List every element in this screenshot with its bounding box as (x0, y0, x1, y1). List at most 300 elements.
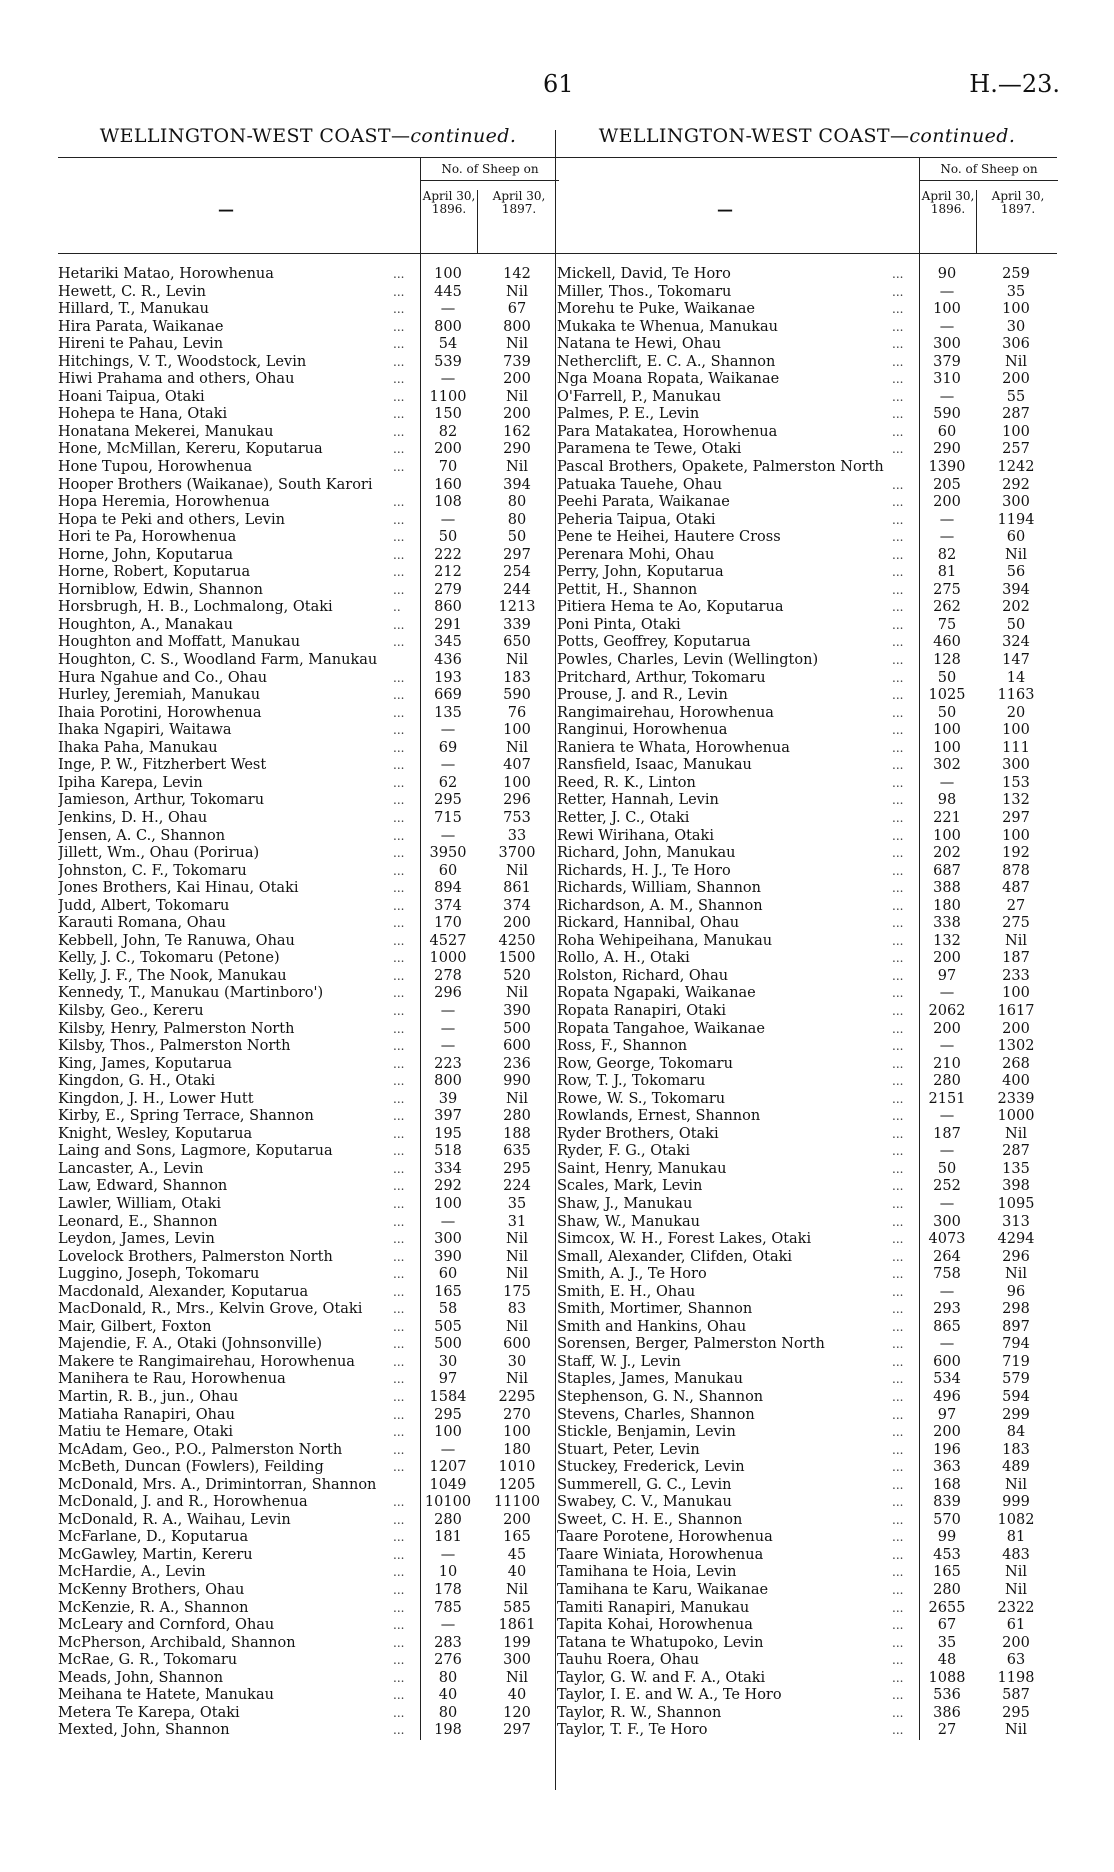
leader-dots: ... (393, 407, 405, 422)
sheep-1897: 35 (1006, 283, 1026, 300)
leader-dots: ... (393, 1547, 405, 1562)
leader-dots: ... (393, 284, 405, 299)
sheep-1897: 587 (1002, 1687, 1030, 1704)
owner-name: Jamieson, Arthur, Tokomaru (58, 792, 265, 809)
owner-name: Makere te Rangimairehau, Horowhenua (58, 1353, 355, 1370)
table-row (557, 1617, 1057, 1635)
sheep-1897: 590 (503, 687, 531, 704)
leader-dots: ... (892, 635, 904, 650)
owner-name: Hurley, Jeremiah, Manukau (58, 687, 261, 704)
sheep-1896: 50 (438, 529, 458, 546)
sheep-1896: 200 (933, 950, 961, 967)
report-reference: H.—23. (969, 70, 1060, 98)
sheep-1897: 407 (503, 757, 531, 774)
sheep-1896: 221 (933, 809, 961, 826)
sheep-1896: 570 (933, 1511, 961, 1528)
sheep-1897: 600 (503, 1336, 531, 1353)
sheep-1896: 290 (933, 441, 961, 458)
sheep-1896: 363 (933, 1459, 961, 1476)
owner-name: Pascal Brothers, Opakete, Palmerston North (557, 459, 884, 476)
table-row (557, 547, 1057, 565)
table-row (58, 1161, 558, 1179)
sheep-1896: 54 (438, 336, 458, 353)
sheep-1896: 108 (434, 494, 462, 511)
leader-dots: ... (892, 1091, 904, 1106)
leader-dots: ... (393, 1372, 405, 1387)
sheep-1897: Nil (506, 652, 528, 669)
sheep-1896: — (939, 318, 955, 335)
owner-name: Metera Te Karepa, Otaki (58, 1704, 240, 1721)
sheep-1896: — (440, 301, 456, 318)
table-row (557, 1214, 1057, 1232)
sheep-1896: 10100 (424, 1494, 472, 1511)
sheep-1897: 650 (503, 634, 531, 651)
leader-dots: ... (892, 1460, 904, 1475)
leader-dots: ... (892, 1547, 904, 1562)
sheep-1897: 100 (503, 774, 531, 791)
sheep-1897: 100 (1002, 301, 1030, 318)
sheep-1897: Nil (506, 388, 528, 405)
sheep-1896: 135 (434, 704, 462, 721)
owner-name: McLeary and Cornford, Ohau (58, 1617, 275, 1634)
owner-name: Sweet, C. H. E., Shannon (557, 1511, 743, 1528)
sheep-1897: Nil (506, 985, 528, 1002)
owner-name: Saint, Henry, Manukau (557, 1160, 727, 1177)
leader-dots: ... (393, 951, 405, 966)
leader-dots: ... (393, 1565, 405, 1580)
sheep-1896: 275 (933, 581, 961, 598)
table-row (58, 1477, 558, 1495)
sheep-1896: 894 (434, 880, 462, 897)
sheep-1896: 500 (434, 1336, 462, 1353)
leader-dots: ... (393, 933, 405, 948)
table-row (58, 284, 558, 302)
sheep-1897: 100 (1002, 985, 1030, 1002)
sheep-1897: 33 (507, 827, 527, 844)
table-row (557, 933, 1057, 951)
sheep-1896: 436 (434, 652, 462, 669)
sheep-1896: 187 (933, 1125, 961, 1142)
sheep-1896: 98 (937, 792, 957, 809)
owner-name: Row, T. J., Tokomaru (557, 1073, 706, 1090)
table-row (58, 1564, 558, 1582)
sheep-1897: 297 (503, 1722, 531, 1739)
sheep-1897: Nil (1005, 1266, 1027, 1283)
sheep-1897: 40 (507, 1564, 527, 1581)
leader-dots: ... (393, 863, 405, 878)
leader-dots: ... (393, 1161, 405, 1176)
sheep-1896: 280 (933, 1582, 961, 1599)
sheep-1897: 585 (503, 1599, 531, 1616)
owner-name: Smith, Mortimer, Shannon (557, 1301, 753, 1318)
sheep-1896: 1390 (928, 459, 966, 476)
owner-name: Richard, John, Manukau (557, 845, 736, 862)
table-row (557, 863, 1057, 881)
leader-dots: ... (393, 565, 405, 580)
sheep-1897: 233 (1002, 967, 1030, 984)
leader-dots: ... (892, 1144, 904, 1159)
sheep-1897: 135 (1002, 1160, 1030, 1177)
sheep-1896: — (939, 1143, 955, 1160)
table-row (557, 336, 1057, 354)
table-row (58, 1354, 558, 1372)
owner-name: Kirby, E., Spring Terrace, Shannon (58, 1108, 314, 1125)
table-row (58, 1635, 558, 1653)
leader-dots: ... (892, 951, 904, 966)
sheep-1897: 80 (507, 494, 527, 511)
owner-name: Ipiha Karepa, Levin (58, 774, 203, 791)
leader-dots: .. (393, 600, 401, 615)
sheep-1897: 100 (503, 1424, 531, 1441)
owner-name: Tauhu Roera, Ohau (557, 1652, 700, 1669)
sheep-1897: 297 (503, 546, 531, 563)
table-row (557, 810, 1057, 828)
table-row (557, 898, 1057, 916)
sheep-1897: 31 (507, 1213, 527, 1230)
leader-dots: ... (892, 530, 904, 545)
sheep-1897: 1617 (997, 1002, 1035, 1019)
sheep-1896: 4527 (429, 932, 467, 949)
leader-dots: ... (393, 1126, 405, 1141)
sheep-1896: — (939, 388, 955, 405)
owner-name: Smith, A. J., Te Horo (557, 1266, 707, 1283)
sheep-1897: 200 (503, 371, 531, 388)
leader-dots: ... (892, 1670, 904, 1685)
leader-dots: ... (892, 863, 904, 878)
leader-dots: ... (892, 916, 904, 931)
sheep-1896: 60 (438, 862, 458, 879)
table-row (557, 1284, 1057, 1302)
sheep-1896: 200 (434, 441, 462, 458)
sheep-1897: 55 (1006, 388, 1026, 405)
table-row (557, 424, 1057, 442)
sheep-count-group-label: No. of Sheep on (920, 162, 1058, 181)
leader-dots: ... (393, 881, 405, 896)
leader-dots: ... (892, 1600, 904, 1615)
table-row (557, 371, 1057, 389)
table-row (58, 354, 558, 372)
sheep-1896: 2062 (928, 1002, 966, 1019)
table-row (58, 582, 558, 600)
sheep-1896: 1025 (928, 687, 966, 704)
sheep-1896: 600 (933, 1353, 961, 1370)
leader-dots: ... (393, 617, 405, 632)
sheep-1897: 292 (1002, 476, 1030, 493)
owner-name: Rowlands, Ernest, Shannon (557, 1108, 761, 1125)
owner-name: Leydon, James, Levin (58, 1231, 215, 1248)
left-column (58, 125, 558, 1740)
leader-dots: ... (892, 968, 904, 983)
leader-dots: ... (393, 846, 405, 861)
leader-dots: ... (892, 793, 904, 808)
sheep-1897: 199 (503, 1634, 531, 1651)
leader-dots: ... (892, 653, 904, 668)
sheep-1897: 83 (507, 1301, 527, 1318)
leader-dots: ... (393, 1021, 405, 1036)
sheep-1896: 100 (434, 1424, 462, 1441)
owner-name: Stuart, Peter, Levin (557, 1441, 700, 1458)
sheep-1896: 460 (933, 634, 961, 651)
table-row (58, 1266, 558, 1284)
table-row (557, 529, 1057, 547)
owner-name: Hira Parata, Waikanae (58, 318, 224, 335)
sheep-1896: 60 (937, 423, 957, 440)
sheep-1897: 374 (503, 897, 531, 914)
sheep-1897: 259 (1002, 266, 1030, 282)
sheep-1896: 10 (438, 1564, 458, 1581)
sheep-1896: 82 (438, 423, 458, 440)
table-row (58, 705, 558, 723)
table-row (58, 863, 558, 881)
leader-dots: ... (892, 775, 904, 790)
owner-name: Kilsby, Henry, Palmerston North (58, 1020, 295, 1037)
owner-name: McDonald, R. A., Waihau, Levin (58, 1511, 291, 1528)
owner-name: Ransfield, Isaac, Manukau (557, 757, 752, 774)
owner-name: Poni Pinta, Otaki (557, 616, 681, 633)
sheep-1897: 192 (1002, 845, 1030, 862)
leader-dots: ... (892, 442, 904, 457)
leader-dots: ... (393, 547, 405, 562)
table-row (557, 1722, 1057, 1740)
owner-name: Retter, J. C., Otaki (557, 809, 690, 826)
owner-name: Kennedy, T., Manukau (Martinboro') (58, 985, 324, 1002)
sheep-1896: 345 (434, 634, 462, 651)
sheep-1897: 339 (503, 616, 531, 633)
sheep-1896: 1584 (429, 1389, 467, 1405)
table-row (557, 301, 1057, 319)
sheep-1896: 150 (434, 406, 462, 423)
owner-name: Rollo, A. H., Otaki (557, 950, 690, 967)
sheep-1897: 1861 (498, 1617, 536, 1634)
table-row (58, 1143, 558, 1161)
leader-dots: ... (393, 1354, 405, 1369)
table-row (557, 775, 1057, 793)
leader-dots: ... (892, 407, 904, 422)
sheep-1896: 276 (434, 1652, 462, 1669)
sheep-1897: 489 (1002, 1459, 1030, 1476)
table-row (58, 828, 558, 846)
owner-name: Pitiera Hema te Ao, Koputarua (557, 599, 784, 616)
owner-name: Patuaka Tauehe, Ohau (557, 476, 723, 493)
leader-dots: ... (393, 1512, 405, 1527)
owner-name: Houghton and Moffatt, Manukau (58, 634, 301, 651)
leader-dots: ... (393, 1495, 405, 1510)
owner-name: Law, Edward, Shannon (58, 1178, 228, 1195)
sheep-1897: 50 (507, 529, 527, 546)
table-row (58, 1336, 558, 1354)
sheep-1896: 75 (937, 616, 957, 633)
table-row (58, 1108, 558, 1126)
sheep-1897: 100 (1002, 827, 1030, 844)
sheep-1897: 84 (1006, 1424, 1026, 1441)
table-row (58, 477, 558, 495)
leader-dots: ... (892, 1495, 904, 1510)
leader-dots: ... (892, 477, 904, 492)
sheep-1896: — (440, 1038, 456, 1055)
leader-dots: ... (892, 512, 904, 527)
sheep-1896: 69 (438, 739, 458, 756)
sheep-1896: 99 (937, 1529, 957, 1546)
sheep-1896: 97 (937, 1406, 957, 1423)
sheep-1897: 268 (1002, 1055, 1030, 1072)
sheep-1897: 324 (1002, 634, 1030, 651)
owner-name: McHardie, A., Levin (58, 1564, 206, 1581)
leader-dots: ... (892, 1618, 904, 1633)
table-row (58, 880, 558, 898)
owner-name: Miller, Thos., Tokomaru (557, 283, 732, 300)
sheep-1896: 4073 (928, 1231, 966, 1248)
table-row (557, 406, 1057, 424)
sheep-1896: 200 (933, 494, 961, 511)
sheep-1896: — (440, 757, 456, 774)
leader-dots: ... (892, 1354, 904, 1369)
sheep-1896: 97 (937, 967, 957, 984)
sheep-1896: 3950 (429, 845, 467, 862)
owner-name: Stickle, Benjamin, Levin (557, 1424, 736, 1441)
table-row (58, 1600, 558, 1618)
leader-dots: ... (892, 337, 904, 352)
table-row (58, 459, 558, 477)
sheep-1897: 300 (503, 1652, 531, 1669)
sheep-1896: 210 (933, 1055, 961, 1072)
name-column-header: — (717, 200, 733, 219)
owner-name: Richards, William, Shannon (557, 880, 762, 897)
owner-name: Retter, Hannah, Levin (557, 792, 719, 809)
sheep-1896: 196 (933, 1441, 961, 1458)
sheep-1896: 200 (933, 1020, 961, 1037)
owner-name: Horne, John, Koputarua (58, 546, 234, 563)
owner-name: Kelly, J. F., The Nook, Manukau (58, 967, 287, 984)
table-row (58, 810, 558, 828)
header-1896: April 30, 1896. (920, 190, 977, 253)
leader-dots: ... (892, 1337, 904, 1352)
sheep-1896: 390 (434, 1248, 462, 1265)
sheep-count-group-label: No. of Sheep on (421, 162, 559, 181)
leader-dots: ... (393, 319, 405, 334)
owner-name: Kingdon, G. H., Otaki (58, 1073, 216, 1090)
owner-name: MacDonald, R., Mrs., Kelvin Grove, Otaki (58, 1301, 363, 1318)
leader-dots: ... (393, 1618, 405, 1633)
owner-name: McKenzie, R. A., Shannon (58, 1599, 249, 1616)
leader-dots: ... (393, 705, 405, 720)
owner-name: Stevens, Charles, Shannon (557, 1406, 755, 1423)
table-row (58, 1407, 558, 1425)
table-row (58, 1494, 558, 1512)
sheep-1896: 81 (937, 564, 957, 581)
sheep-1896: 279 (434, 581, 462, 598)
leader-dots: ... (393, 1425, 405, 1440)
sheep-1896: 300 (933, 336, 961, 353)
leader-dots: ... (393, 1407, 405, 1422)
sheep-1896: — (440, 371, 456, 388)
table-row (58, 424, 558, 442)
owner-name: Natana te Hewi, Ohau (557, 336, 722, 353)
table-row (58, 1652, 558, 1670)
sheep-1896: 388 (933, 880, 961, 897)
sheep-1896: 35 (937, 1634, 957, 1651)
sheep-1896: 58 (438, 1301, 458, 1318)
owner-name: Swabey, C. V., Manukau (557, 1494, 732, 1511)
table-row (557, 617, 1057, 635)
sheep-1896: 386 (933, 1704, 961, 1721)
sheep-1897: 287 (1002, 406, 1030, 423)
owner-name: Laing and Sons, Lagmore, Koputarua (58, 1143, 333, 1160)
sheep-1897: 398 (1002, 1178, 1030, 1195)
owner-name: McDonald, J. and R., Horowhenua (58, 1494, 308, 1511)
sheep-1897: 295 (1002, 1704, 1030, 1721)
sheep-1896: 445 (434, 283, 462, 300)
sheep-1897: 183 (1002, 1441, 1030, 1458)
sheep-1896: 860 (434, 599, 462, 616)
sheep-1896: 165 (933, 1564, 961, 1581)
sheep-1897: 257 (1002, 441, 1030, 458)
table-row (58, 319, 558, 337)
leader-dots: ... (892, 898, 904, 913)
owner-name: Rowe, W. S., Tokomaru (557, 1090, 726, 1107)
leader-dots: ... (892, 1126, 904, 1141)
sheep-1897: 999 (1002, 1494, 1030, 1511)
sheep-1896: — (939, 1336, 955, 1353)
table-row (557, 1091, 1057, 1109)
owner-name: McAdam, Geo., P.O., Palmerston North (58, 1441, 343, 1458)
sheep-1897: 296 (503, 792, 531, 809)
column-title-continued: continued. (909, 125, 1016, 147)
table-row (58, 494, 558, 512)
sheep-1896: 379 (933, 353, 961, 370)
sheep-1897: 200 (503, 915, 531, 932)
table-row (58, 1038, 558, 1056)
leader-dots: ... (892, 284, 904, 299)
sheep-1897: 313 (1002, 1213, 1030, 1230)
table-row (557, 1687, 1057, 1705)
leader-dots: ... (892, 1425, 904, 1440)
sheep-1896: — (939, 511, 955, 528)
sheep-1897: 30 (1006, 318, 1026, 335)
sheep-1896: 2655 (928, 1599, 966, 1616)
sheep-1897: Nil (506, 283, 528, 300)
leader-dots: ... (892, 372, 904, 387)
table-row (557, 441, 1057, 459)
leader-dots: ... (393, 1232, 405, 1247)
owner-name: Smith and Hankins, Ohau (557, 1318, 747, 1335)
owner-name: Stuckey, Frederick, Levin (557, 1459, 745, 1476)
owner-name: Kingdon, J. H., Lower Hutt (58, 1090, 254, 1107)
leader-dots: ... (393, 1337, 405, 1352)
sheep-1896: 27 (937, 1722, 957, 1739)
table-row (557, 1705, 1057, 1723)
table-row (557, 582, 1057, 600)
sheep-1896: 785 (434, 1599, 462, 1616)
owner-name: Meihana te Hatete, Manukau (58, 1687, 274, 1704)
leader-dots: ... (393, 793, 405, 808)
table-row (58, 1582, 558, 1600)
sheep-1897: 878 (1002, 862, 1030, 879)
sheep-1896: 195 (434, 1125, 462, 1142)
owner-name: Ranginui, Horowhenua (557, 722, 728, 739)
sheep-1897: Nil (506, 1231, 528, 1248)
sheep-1896: 82 (937, 546, 957, 563)
leader-dots: ... (892, 424, 904, 439)
table-row (58, 1529, 558, 1547)
table-row (58, 757, 558, 775)
sheep-1897: 236 (503, 1055, 531, 1072)
sheep-1896: 132 (933, 932, 961, 949)
sheep-1896: 222 (434, 546, 462, 563)
owner-name: Majendie, F. A., Otaki (Johnsonville) (58, 1336, 323, 1353)
sheep-1896: 865 (933, 1318, 961, 1335)
leader-dots: ... (892, 495, 904, 510)
sheep-1896: 758 (933, 1266, 961, 1283)
